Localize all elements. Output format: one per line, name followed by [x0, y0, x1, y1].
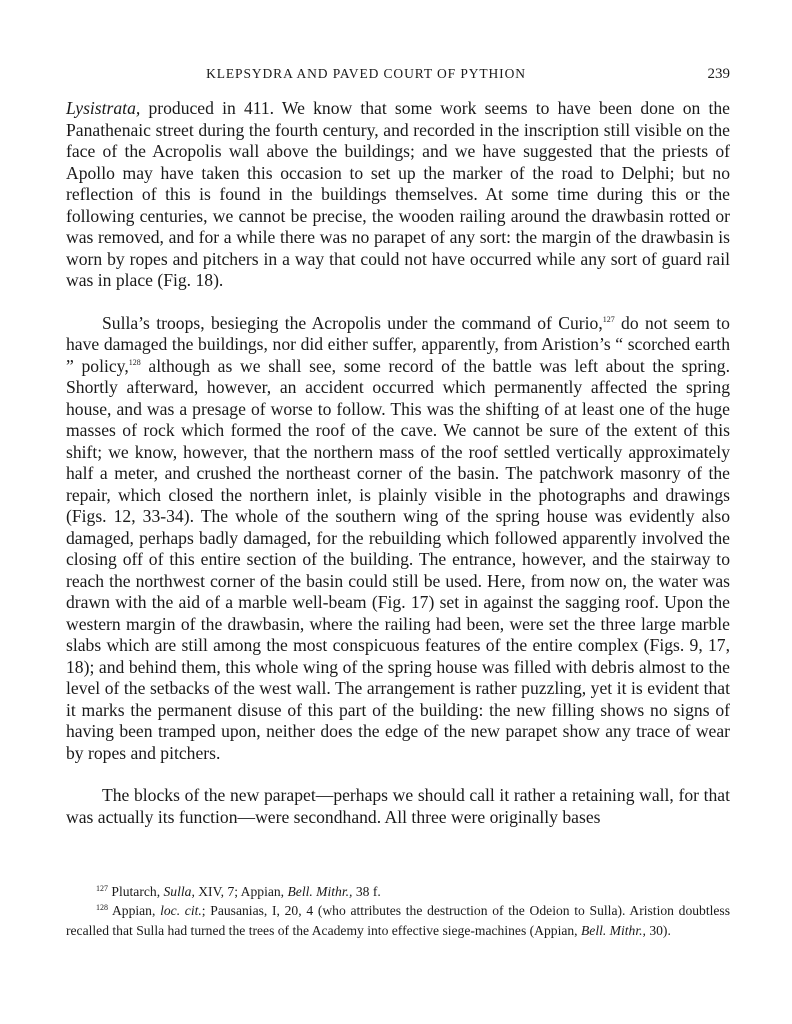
footnote-128: [66, 901, 730, 940]
footnote-italic: Bell. Mithr.,: [580, 922, 646, 938]
paragraph-text: produced in 411. We know that some work seems to have been done on the Panathenaic street during the fourth century, and recorded in the inscription still visible on the face of the Acropolis wall above the buildings; and we have suggested that the priests of Apollo may have taken this occasion to set up the marker of the road to Delphi; but no reflection of this is found in the buildings themselves. At some time during this or the following centuries, we cannot be precise, the wooden railing around the drawbasin rotted or was removed, and for a while there was no parapet of any sort: the margin of the drawbasin is worn by ropes and pitchers in a way that could not have occurred while any sort of guard rail was in place (Fig. 18).: [66, 98, 730, 290]
paragraph-text: Sulla’s troops, besieging the Acropolis under the command of Curio,: [102, 312, 603, 333]
paragraph: [66, 98, 730, 292]
footnote-text: Plutarch,: [108, 884, 164, 899]
footnotes: [66, 882, 730, 940]
paragraph: [66, 313, 730, 765]
footnote-text: XIV, 7; Appian,: [194, 884, 288, 899]
footnote-ref: 128: [128, 357, 141, 367]
footnote-text: 30).: [645, 922, 671, 938]
footnote-ref: 127: [602, 314, 615, 324]
footnote-text: Appian,: [108, 903, 161, 919]
paragraph-text: although as we shall see, some record of the battle was left about the spring. Shortly afterward, however, an accident occurred which permanently affected the spring house, and was a presage of worse to follow. This was the shifting of at least one of the huge masses of rock which formed the roof of the cave. We cannot be sure of the extent of this shift; we know, however, that the northern mass of the roof settled vertically approximately half a meter, and crushed the northeast corner of the basin. The patchwork masonry of the repair, which closed the northern inlet, is plainly visible in the photographs and drawings (Figs. 12, 33-34). The whole of the southern wing of the spring house was evidently also damaged, perhaps badly damaged, for the rebuilding which followed apparently involved the closing off of this entire section of the building. The entrance, however, and the stairway to reach the northwest corner of the basin could still be used. Here, from now on, the water was drawn with the aid of a marble well-beam (Fig. 17) set in against the sagging roof. Upon the western margin of the drawbasin, where the railing had been, were set the three large marble slabs which are still among the most conspicuous features of the entire complex (Figs. 9, 17, 18); and behind them, this whole wing of the spring house was filled with debris almost to the level of the setbacks of the west wall. The arrangement is rather puzzling, yet it is evident that it marks the permanent disuse of this part of the building: the new filling shows no signs of having been tramped upon, neither does the edge of the new parapet show any trace of wear by ropes and pitchers.: [66, 355, 730, 763]
footnote-text: ; Pausanias, I, 20, 4 (who attributes the destruction of the Odeion to Sulla). Aristion doubtless recalled that Sulla had turned the trees of the Academy into effective siege-machines (Appian,: [66, 903, 730, 938]
footnote-127: [66, 882, 730, 901]
running-head: [66, 66, 730, 86]
footnote-text: 38 f.: [352, 884, 381, 899]
footnote-italic: loc. cit.: [160, 903, 202, 919]
footnote-number: 128: [96, 903, 108, 913]
paragraph: [66, 785, 730, 828]
running-title: KLEPSYDRA AND PAVED COURT OF PYTHION: [206, 66, 526, 81]
paragraph-text: The blocks of the new parapet—perhaps we should call it rather a retaining wall, for that was actually its function—were secondhand. All three were originally bases: [66, 785, 730, 827]
footnote-italic: Bell. Mithr.,: [287, 884, 353, 899]
italic-title: Lysistrata,: [66, 98, 141, 118]
page-number: 239: [707, 66, 730, 82]
footnote-number: 127: [96, 884, 108, 893]
paragraph-text: do not seem to have damaged the buildings, nor did either suffer, apparently, from Aristion’s “ scorched earth ” policy,: [66, 312, 730, 376]
footnote-italic: Sulla,: [163, 884, 195, 899]
body-text: [66, 98, 730, 828]
